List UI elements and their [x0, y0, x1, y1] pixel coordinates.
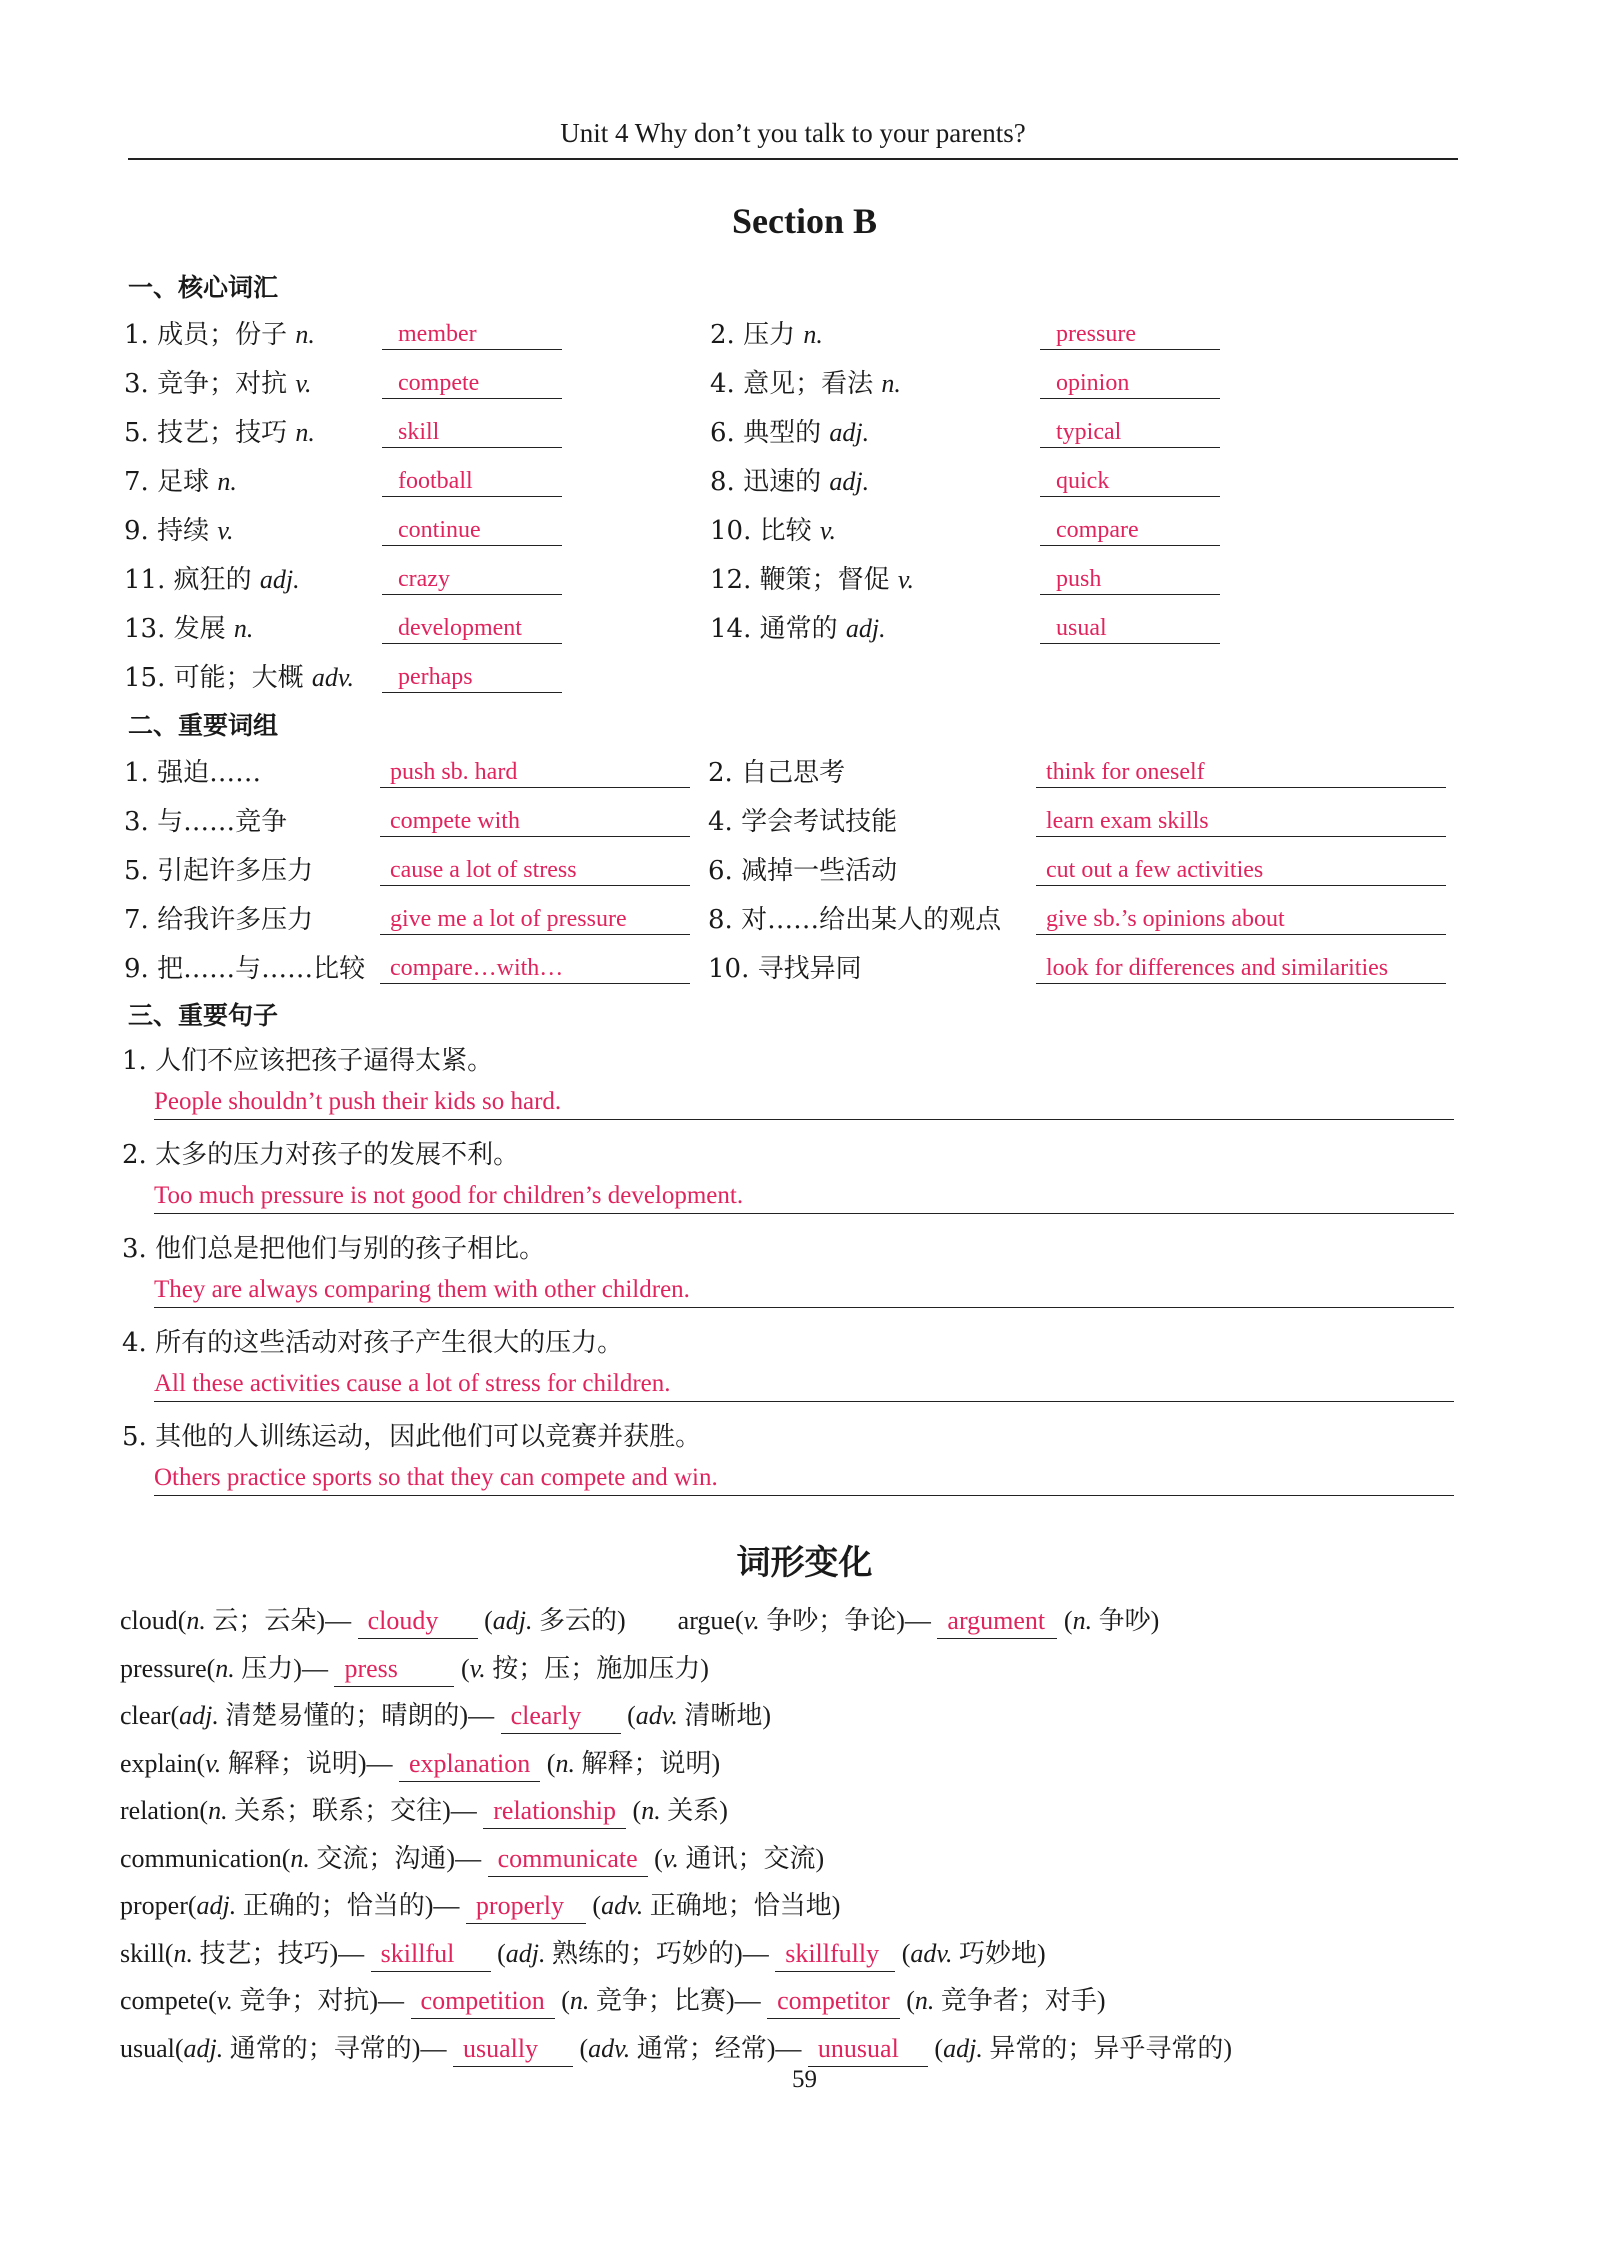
vocab-item	[124, 608, 644, 650]
vocab-item	[710, 559, 1230, 601]
part-of-speech: n.	[215, 1653, 235, 1683]
word-form-line	[120, 1600, 1159, 1644]
vocab-answer[interactable]: usual	[1040, 608, 1220, 644]
word-form-answer[interactable]: relationship	[483, 1794, 626, 1829]
part-of-speech: n.	[569, 1986, 590, 2015]
phrase-answer[interactable]: compare…with…	[380, 948, 690, 984]
vocab-item	[124, 461, 644, 503]
vocab-answer[interactable]: member	[382, 314, 562, 350]
part-of-speech: n.	[881, 369, 901, 398]
vocab-label: 6. 典型的	[710, 418, 830, 448]
vocab-prompt	[710, 510, 836, 547]
word-form-text: (	[490, 1938, 506, 1968]
phrase-item	[708, 948, 1458, 990]
word-form-text: (	[454, 1653, 470, 1683]
vocab-answer[interactable]: compare	[1040, 510, 1220, 546]
vocab-item	[710, 461, 1230, 503]
vocab-item	[710, 363, 1230, 405]
word-form-answer[interactable]: cloudy	[358, 1604, 478, 1639]
sentences-heading: 三、重要句子	[128, 1001, 279, 1030]
phrase-answer[interactable]: think for oneself	[1036, 752, 1446, 788]
vocab-label: 14. 通常的	[710, 614, 846, 644]
word-form-text: (	[1057, 1606, 1073, 1635]
word-form-answer[interactable]: clearly	[501, 1699, 621, 1734]
vocab-item	[124, 510, 644, 552]
word-form-text: 云；云朵)—	[205, 1606, 358, 1635]
sentence-prompt: 3. 他们总是把他们与别的孩子相比。	[122, 1234, 546, 1264]
word-form-text: 竞争；比赛)—	[589, 1986, 768, 2015]
vocab-prompt	[124, 363, 311, 400]
part-of-speech: n.	[555, 1748, 575, 1778]
word-form-text: (	[620, 1701, 636, 1730]
phrase-answer[interactable]: learn exam skills	[1036, 801, 1446, 837]
vocab-prompt	[124, 412, 315, 449]
phrase-item	[708, 801, 1458, 843]
vocab-label: 15. 可能；大概	[124, 663, 312, 693]
part-of-speech: v.	[819, 516, 837, 545]
word-form-text: 巧妙地)	[952, 1938, 1046, 1968]
word-form-text: (	[626, 1796, 642, 1825]
vocab-prompt	[710, 461, 869, 498]
section-title: Section B	[731, 201, 877, 241]
word-form-text: 交流；沟通)—	[309, 1843, 488, 1873]
part-of-speech: adj.	[505, 1938, 546, 1968]
part-of-speech: v.	[662, 1843, 679, 1873]
word-form-answer[interactable]: competition	[411, 1984, 555, 2019]
word-form-line	[120, 1790, 728, 1834]
vocab-item	[710, 314, 1230, 356]
vocab-item	[710, 412, 1230, 454]
vocab-label: 5. 技艺；技巧	[124, 418, 296, 448]
sentence-prompt: 1. 人们不应该把孩子逼得太紧。	[122, 1046, 494, 1076]
part-of-speech: n.	[914, 1986, 935, 2015]
sentence-answer[interactable]: People shouldn’t push their kids so hard.	[154, 1084, 1454, 1120]
vocab-label: 13. 发展	[124, 614, 234, 644]
page-header: Unit 4 Why don’t you talk to your parents?	[560, 118, 1026, 148]
word-form-text: (	[899, 1986, 915, 2015]
word-form-text: 争吵；争论)—	[759, 1606, 938, 1635]
phrase-label: 8. 对……给出某人的观点	[708, 905, 1002, 935]
part-of-speech: adv.	[635, 1701, 678, 1730]
word-form-text: 按；压；施加压力)	[485, 1653, 709, 1683]
vocab-label: 3. 竞争；对抗	[124, 369, 296, 399]
part-of-speech: adv.	[601, 1891, 644, 1920]
vocab-label: 8. 迅速的	[710, 467, 830, 497]
vocab-prompt	[124, 657, 354, 694]
phrase-label: 2. 自己思考	[708, 758, 846, 788]
word-form-text: (	[895, 1938, 911, 1968]
sentence-answer[interactable]: Others practice sports so that they can compete and win.	[154, 1460, 1454, 1496]
word-form-text: proper(	[120, 1891, 197, 1920]
phrase-item	[708, 752, 1458, 794]
vocab-label: 12. 鞭策；督促	[710, 565, 898, 595]
vocab-label: 4. 意见；看法	[710, 369, 882, 399]
word-form-text: 通常；经常)—	[630, 2033, 808, 2063]
vocab-answer[interactable]: typical	[1040, 412, 1220, 448]
word-form-text: skill(	[120, 1938, 174, 1968]
vocab-answer[interactable]: football	[382, 461, 562, 497]
vocab-item	[124, 559, 644, 601]
word-form-text: relation(	[120, 1796, 209, 1825]
vocab-answer[interactable]: quick	[1040, 461, 1220, 497]
part-of-speech: v.	[217, 516, 234, 545]
word-form-text: 多云的)	[532, 1606, 626, 1635]
word-form-text: (	[927, 2033, 944, 2063]
word-form-text: (	[477, 1606, 493, 1635]
word-form-text: 熟练的；巧妙的)—	[545, 1938, 776, 1968]
word-form-answer[interactable]: communicate	[488, 1842, 648, 1877]
word-form-answer[interactable]: argument	[937, 1604, 1057, 1639]
phrase-item	[708, 899, 1458, 941]
vocab-prompt	[124, 314, 315, 351]
part-of-speech: adj.	[492, 1606, 533, 1635]
word-forms-title: 词形变化	[736, 1543, 873, 1583]
word-form-answer[interactable]: skillfully	[775, 1937, 895, 1972]
sentence-prompt: 5. 其他的人训练运动，因此他们可以竞赛并获胜。	[122, 1422, 702, 1452]
vocab-prompt	[710, 559, 914, 596]
phrase-label: 9. 把……与……比较	[124, 954, 366, 984]
word-form-line	[120, 1648, 709, 1692]
word-form-text: 技艺；技巧)—	[192, 1938, 371, 1968]
vocab-prompt	[124, 461, 237, 498]
word-form-text: (	[585, 1891, 602, 1920]
phrase-answer[interactable]: cut out a few activities	[1036, 850, 1446, 886]
word-form-line	[120, 1885, 840, 1929]
sentence-answer[interactable]: They are always comparing them with other children.	[154, 1272, 1454, 1308]
word-form-text: 解释；说明)	[574, 1748, 721, 1778]
word-form-text: 压力)—	[234, 1653, 335, 1683]
word-form-text: communication(	[120, 1843, 291, 1873]
part-of-speech: adj.	[943, 2033, 983, 2063]
part-of-speech: v.	[897, 565, 915, 594]
phrase-answer[interactable]: push sb. hard	[380, 752, 690, 788]
word-form-text: (	[572, 2033, 589, 2063]
part-of-speech: n.	[217, 467, 237, 496]
word-form-text: 竞争者；对手)	[934, 1986, 1106, 2015]
word-form-text: argue(	[625, 1606, 744, 1635]
part-of-speech: n.	[290, 1843, 310, 1873]
word-form-text: 关系)	[660, 1796, 728, 1825]
part-of-speech: adv.	[588, 2033, 631, 2063]
vocab-label: 11. 疯狂的	[124, 565, 260, 595]
vocab-item	[710, 608, 1230, 650]
word-form-text: (	[554, 1986, 570, 2015]
vocab-answer[interactable]: perhaps	[382, 657, 562, 693]
vocab-item	[124, 412, 644, 454]
word-form-text: 异常的；异乎寻常的)	[982, 2033, 1232, 2063]
part-of-speech: v.	[743, 1606, 760, 1635]
word-form-text: 竞争；对抗)—	[232, 1986, 411, 2015]
word-form-text: usual(	[120, 2033, 184, 2063]
part-of-speech: adv.	[311, 663, 355, 692]
vocab-answer[interactable]: crazy	[382, 559, 562, 595]
sentence-prompt: 4. 所有的这些活动对孩子产生很大的压力。	[122, 1328, 624, 1358]
phrase-label: 1. 强迫……	[124, 758, 262, 788]
vocab-item	[710, 510, 1230, 552]
phrase-label: 7. 给我许多压力	[124, 905, 314, 935]
word-form-answer[interactable]: competitor	[767, 1984, 900, 2019]
vocab-prompt	[710, 608, 886, 645]
word-form-text: 解释；说明)—	[221, 1748, 399, 1778]
vocab-label: 2. 压力	[710, 320, 804, 350]
phrase-answer[interactable]: give me a lot of pressure	[380, 899, 690, 935]
sentence-answer[interactable]: Too much pressure is not good for children’s development.	[154, 1178, 1454, 1214]
vocab-prompt	[124, 608, 253, 645]
word-form-line	[120, 1933, 1046, 1977]
vocab-answer[interactable]: compete	[382, 363, 562, 399]
part-of-speech: n.	[295, 320, 315, 349]
phrase-item	[708, 850, 1458, 892]
phrase-label: 3. 与……竞争	[124, 807, 288, 837]
vocab-prompt	[124, 559, 300, 596]
part-of-speech: adj.	[259, 565, 300, 594]
vocab-label: 9. 持续	[124, 516, 218, 546]
part-of-speech: n.	[1072, 1606, 1093, 1635]
word-form-line	[120, 1695, 771, 1739]
page-number: 59	[792, 2066, 817, 2093]
part-of-speech: n.	[641, 1796, 661, 1825]
part-of-speech: adj.	[196, 1891, 237, 1920]
word-form-answer[interactable]: skillful	[371, 1937, 491, 1972]
part-of-speech: n.	[208, 1796, 228, 1825]
word-form-text: 正确地；恰当地)	[643, 1891, 841, 1920]
part-of-speech: adj.	[829, 467, 870, 496]
vocab-answer[interactable]: pressure	[1040, 314, 1220, 350]
word-form-line	[120, 1980, 1106, 2024]
phrase-label: 10. 寻找异同	[708, 954, 862, 984]
word-form-text: pressure(	[120, 1653, 216, 1683]
phrase-answer[interactable]: give sb.’s opinions about	[1036, 899, 1446, 935]
word-form-text: 通常的；寻常的)—	[223, 2033, 453, 2063]
part-of-speech: v.	[469, 1653, 486, 1683]
phrase-label: 6. 减掉一些活动	[708, 856, 898, 886]
part-of-speech: n.	[173, 1938, 193, 1968]
word-form-text: explain(	[120, 1748, 206, 1778]
vocab-prompt	[710, 363, 901, 400]
word-form-text: compete(	[120, 1986, 217, 2015]
vocab-label: 1. 成员；份子	[124, 320, 296, 350]
vocab-label: 7. 足球	[124, 467, 218, 497]
word-form-line	[120, 1743, 720, 1787]
vocab-answer[interactable]: opinion	[1040, 363, 1220, 399]
part-of-speech: adj.	[183, 2033, 224, 2063]
word-form-text: (	[540, 1748, 556, 1778]
part-of-speech: n.	[803, 320, 823, 349]
sentence-answer[interactable]: All these activities cause a lot of stress for children.	[154, 1366, 1454, 1402]
vocab-heading: 一、核心词汇	[128, 273, 279, 302]
word-form-text: clear(	[120, 1701, 180, 1730]
word-form-text: 争吵)	[1092, 1606, 1160, 1635]
vocab-answer[interactable]: skill	[382, 412, 562, 448]
sentence-prompt: 2. 太多的压力对孩子的发展不利。	[122, 1140, 520, 1170]
word-form-text: 关系；联系；交往)—	[227, 1796, 484, 1825]
word-form-line	[120, 1838, 824, 1882]
part-of-speech: n.	[233, 614, 254, 643]
phrase-answer[interactable]: look for differences and similarities	[1036, 948, 1446, 984]
part-of-speech: adv.	[910, 1938, 953, 1968]
part-of-speech: n.	[295, 418, 315, 447]
word-form-text: (	[647, 1843, 663, 1873]
vocab-label: 10. 比较	[710, 516, 820, 546]
part-of-speech: v.	[205, 1748, 222, 1778]
word-form-answer[interactable]: press	[334, 1652, 454, 1687]
phrase-label: 4. 学会考试技能	[708, 807, 898, 837]
word-form-text: 正确的；恰当的)—	[236, 1891, 466, 1920]
word-form-answer[interactable]: properly	[466, 1889, 586, 1924]
word-form-text: cloud(	[120, 1606, 187, 1635]
phrase-answer[interactable]: compete with	[380, 801, 690, 837]
vocab-item	[124, 314, 644, 356]
part-of-speech: v.	[295, 369, 312, 398]
part-of-speech: v.	[216, 1986, 233, 2015]
part-of-speech: adj.	[845, 614, 886, 643]
vocab-answer[interactable]: continue	[382, 510, 562, 546]
vocab-item	[124, 657, 644, 699]
part-of-speech: n.	[186, 1606, 206, 1635]
word-form-answer[interactable]: usually	[453, 2032, 573, 2067]
vocab-prompt	[124, 510, 233, 547]
word-form-answer[interactable]: explanation	[399, 1747, 540, 1782]
vocab-answer[interactable]: development	[382, 608, 562, 644]
header-rule	[128, 158, 1458, 160]
word-form-line	[120, 2028, 1232, 2072]
vocab-item	[124, 363, 644, 405]
vocab-prompt	[710, 412, 869, 449]
phrase-answer[interactable]: cause a lot of stress	[380, 850, 690, 886]
word-form-answer[interactable]: unusual	[808, 2032, 928, 2067]
word-form-text: 通讯；交流)	[678, 1843, 825, 1873]
part-of-speech: adj.	[829, 418, 870, 447]
word-form-text: 清晰地)	[677, 1701, 772, 1730]
phrase-label: 5. 引起许多压力	[124, 856, 314, 886]
phrases-heading: 二、重要词组	[128, 711, 279, 740]
word-form-text: 清楚易懂的；晴朗的)—	[218, 1701, 501, 1730]
vocab-answer[interactable]: push	[1040, 559, 1220, 595]
vocab-prompt	[710, 314, 823, 351]
part-of-speech: adj.	[179, 1701, 219, 1730]
